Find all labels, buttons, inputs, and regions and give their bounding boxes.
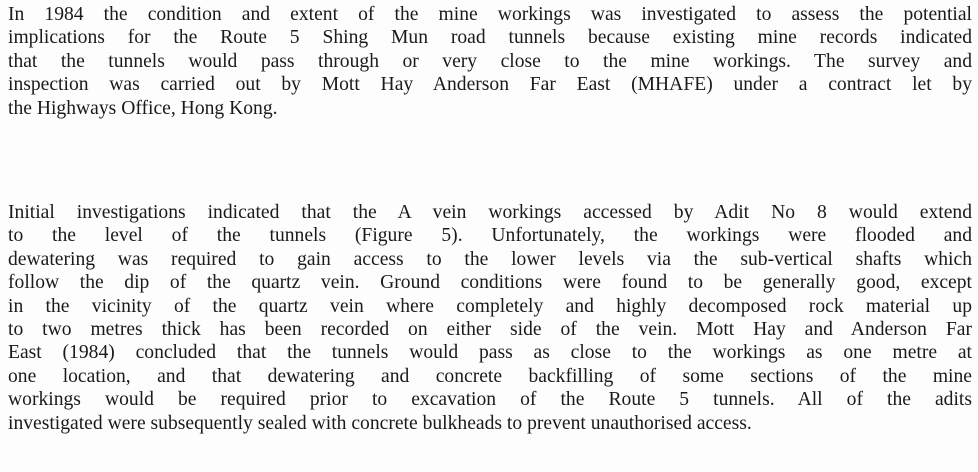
text-line: Initial investigations indicated that the A vein workings accessed by Adit No 8 would extend [8,202,972,223]
text-line: In 1984 the condition and extent of the mine workings was investigated to assess the potential [8,4,972,25]
text-line: to the level of the tunnels (Figure 5). Unfortunately, the workings were flooded and [8,225,972,247]
text-line: investigated were subsequently sealed with concrete bulkheads to prevent unauthorised access. [8,412,752,434]
text-line: East (1984) concluded that the tunnels would pass as close to the workings as one metre at [8,342,972,364]
text-line: inspection was carried out by Mott Hay Anderson Far East (MHAFE) under a contract let by [8,74,972,96]
text-line: workings would be required prior to excavation of the Route 5 tunnels. All of the adits [8,389,972,411]
text-line: in the vicinity of the quartz vein where completely and highly decomposed rock material up [8,295,972,317]
text-line: the Highways Office, Hong Kong. [8,97,278,119]
text-line: implications for the Route 5 Shing Mun road tunnels because existing mine records indicated [8,27,972,49]
text-line: one location, and that dewatering and concrete backfilling of some sections of the mine [8,365,972,387]
paragraph-initial-investigations [8,201,972,435]
text-line: follow the dip of the quartz vein. Ground conditions were found to be generally good, except [8,272,972,294]
text-line: that the tunnels would pass through or very close to the mine workings. The survey and [8,50,972,72]
text-line: dewatering was required to gain access to the lower levels via the sub-vertical shafts which [8,248,972,270]
text-line: to two metres thick has been recorded on either side of the vein. Mott Hay and Anderson Far [8,319,972,341]
paragraph-mine-survey [8,3,972,120]
